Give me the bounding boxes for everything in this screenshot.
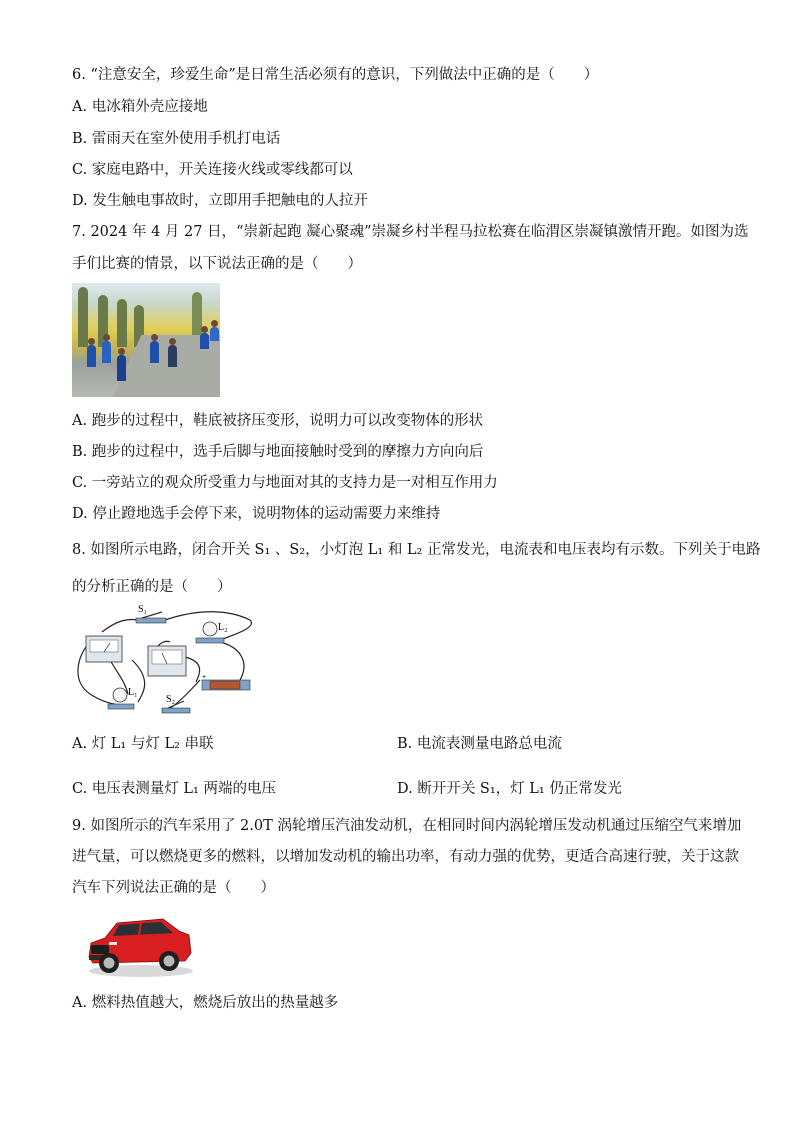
q9-stem-line3: 汽车下列说法正确的是（ ）	[72, 880, 275, 896]
label-s1: S₁	[138, 604, 148, 615]
q9-stem-line2: 进气量，可以燃烧更多的燃料，以增加发动机的输出功率，有动力强的优势，更适合高速行驶，关于这款	[72, 849, 739, 865]
q9-stem-line1: 9. 如图所示的汽车采用了 2.0T 涡轮增压汽油发动机，在相同时间内涡轮增压发动机通过压缩空气来增加	[72, 818, 742, 834]
q6-option-b: B. 雷雨天在室外使用手机打电话	[72, 131, 281, 147]
voltmeter	[86, 636, 122, 662]
q8-option-c: C. 电压表测量灯 L₁ 两端的电压	[72, 781, 276, 797]
q8-stem-line2: 的分析正确的是（ ）	[72, 579, 232, 595]
q7-stem-line1: 7. 2024 年 4 月 27 日，“崇新起跑 凝心聚魂”崇凝乡村半程马拉松赛在临渭区崇凝镇激情开跑。如图为选	[72, 224, 749, 240]
ammeter	[148, 646, 186, 676]
q8-stem-line1: 8. 如图所示电路，闭合开关 S₁ 、S₂，小灯泡 L₁ 和 L₂ 正常发光，电流表和电压表均有示数。下列关于电路	[72, 542, 761, 558]
lamp-l2	[196, 622, 228, 643]
q7-option-b: B. 跑步的过程中，选手后脚与地面接触时受到的摩擦力方向向后	[72, 444, 484, 460]
q8-option-a: A. 灯 L₁ 与灯 L₂ 串联	[72, 736, 214, 752]
q8-option-d: D. 断开开关 S₁，灯 L₁ 仍正常发光	[397, 781, 622, 797]
red-suv-image	[83, 905, 195, 980]
svg-text:+: +	[202, 674, 207, 681]
q7-option-c: C. 一旁站立的观众所受重力与地面对其的支持力是一对相互作用力	[72, 475, 498, 491]
lamp-l1	[108, 687, 138, 709]
label-l2: L₂	[218, 622, 228, 633]
battery-pack	[202, 674, 250, 690]
q6-option-c: C. 家庭电路中，开关连接火线或零线都可以	[72, 162, 353, 178]
q7-option-d: D. 停止蹬地选手会停下来，说明物体的运动需要力来维持	[72, 506, 441, 522]
label-l1: L₁	[128, 687, 138, 698]
q6-option-d: D. 发生触电事故时，立即用手把触电的人拉开	[72, 193, 368, 209]
q7-stem-line2: 手们比赛的情景，以下说法正确的是（ ）	[72, 256, 362, 272]
switch-s1	[136, 604, 166, 623]
q9-option-a: A. 燃料热值越大，燃烧后放出的热量越多	[72, 995, 339, 1011]
q7-option-a: A. 跑步的过程中，鞋底被挤压变形，说明力可以改变物体的形状	[72, 413, 484, 429]
marathon-photo	[72, 283, 220, 397]
q8-option-b: B. 电流表测量电路总电流	[397, 736, 562, 752]
q6-option-a: A. 电冰箱外壳应接地	[72, 99, 208, 115]
q6-stem: 6. “注意安全，珍爱生命”是日常生活必须有的意识，下列做法中正确的是（ ）	[72, 67, 599, 83]
circuit-diagram	[70, 602, 260, 722]
label-s2: S₂	[166, 694, 176, 705]
